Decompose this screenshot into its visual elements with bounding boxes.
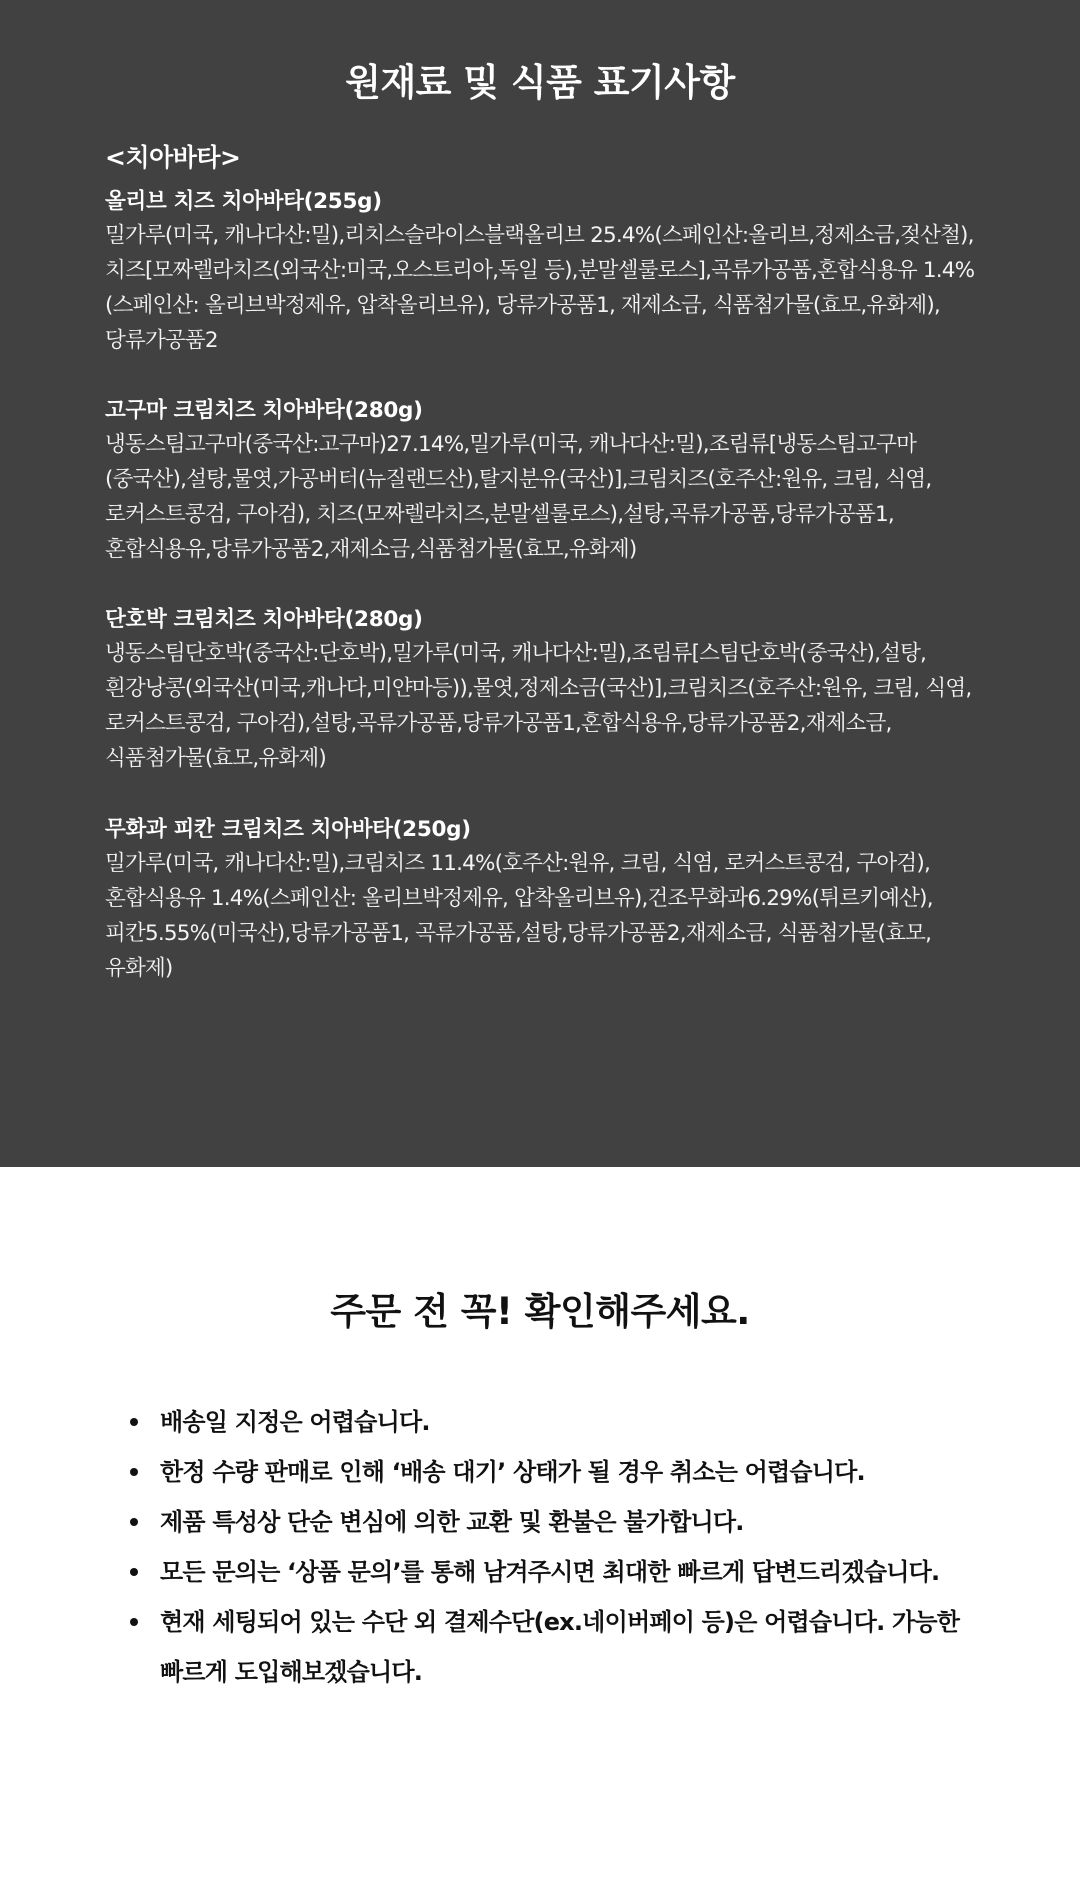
product-ingredients: 냉동스팀단호박(중국산:단호박),밀가루(미국, 캐나다산:밀),조림류[스팀단호박(중국산),설탕,흰강낭콩(외국산(미국,캐나다,미얀마등)),물엿,정제소금(국산)],크림치즈(호주산:원유, 크림, 식염, 로커스트콩검, 구아검),설탕,곡류가공품,당류가공품1,혼합식용유,당류가공품2,재제소금,식품첨가물(효모,유화제) [105,641,972,771]
product-name: 올리브 치즈 치아바타(255g) [105,189,382,214]
bullet-icon [130,1418,138,1426]
notice-item [130,1497,990,1547]
product-name: 단호박 크림치즈 치아바타(280g) [105,607,423,632]
product-sweet-potato [105,395,985,567]
notice-item [130,1547,990,1597]
product-ingredients: 밀가루(미국, 캐나다산:밀),리치스슬라이스블랙올리브 25.4%(스페인산:올리브,정제소금,젖산철),치즈[모짜렐라치즈(외국산:미국,오스트리아,독일 등),분말셀룰로스],곡류가공품,혼합식용유 1.4%(스페인산: 올리브박정제유, 압착올리브유), 당류가공품1, 재제소금, 식품첨가물(효모,유화제), 당류가공품2 [105,223,975,353]
category-label: <치아바타> [105,143,241,172]
ingredients-title: 원재료 및 식품 표기사항 [345,61,735,104]
notice-text: 배송일 지정은 어렵습니다. [160,1408,430,1436]
product-name: 무화과 피칸 크림치즈 치아바타(250g) [105,817,471,842]
product-fig-pecan [105,814,985,986]
bullet-icon [130,1568,138,1576]
product-olive-cheese [105,186,985,358]
bullet-icon [130,1468,138,1476]
product-name: 고구마 크림치즈 치아바타(280g) [105,398,423,423]
product-ingredients: 밀가루(미국, 캐나다산:밀),크림치즈 11.4%(호주산:원유, 크림, 식염, 로커스트콩검, 구아검),혼합식용유 1.4%(스페인산: 올리브박정제유, 압착올리브유),건조무화과6.29%(튀르키예산), 피칸5.55%(미국산),당류가공품1, 곡류가공품,설탕,당류가공품2,재제소금, 식품첨가물(효모,유화제) [105,851,933,981]
notice-list [130,1397,990,1697]
bullet-icon [130,1618,138,1626]
notice-text: 현재 세팅되어 있는 수단 외 결제수단(ex.네이버페이 등)은 어렵습니다. 가능한 빠르게 도입해보겠습니다. [160,1608,960,1686]
notice-title: 주문 전 꼭! 확인해주세요. [330,1290,750,1333]
product-pumpkin [105,604,985,776]
notice-text: 모든 문의는 ‘상품 문의’를 통해 남겨주시면 최대한 빠르게 답변드리겠습니다. [160,1558,940,1586]
notice-item [130,1397,990,1447]
notice-item [130,1597,990,1697]
bullet-icon [130,1518,138,1526]
notice-text: 한정 수량 판매로 인해 ‘배송 대기’ 상태가 될 경우 취소는 어렵습니다. [160,1458,865,1486]
product-ingredients: 냉동스팀고구마(중국산:고구마)27.14%,밀가루(미국, 캐나다산:밀),조림류[냉동스팀고구마(중국산),설탕,물엿,가공버터(뉴질랜드산),탈지분유(국산)],크림치즈(호주산:원유, 크림, 식염, 로커스트콩검, 구아검), 치즈(모짜렐라치즈,분말셀룰로스),설탕,곡류가공품,당류가공품1,혼합식용유,당류가공품2,재제소금,식품첨가물(효모,유화제) [105,432,932,562]
notice-item [130,1447,990,1497]
notice-text: 제품 특성상 단순 변심에 의한 교환 및 환불은 불가합니다. [160,1508,744,1536]
